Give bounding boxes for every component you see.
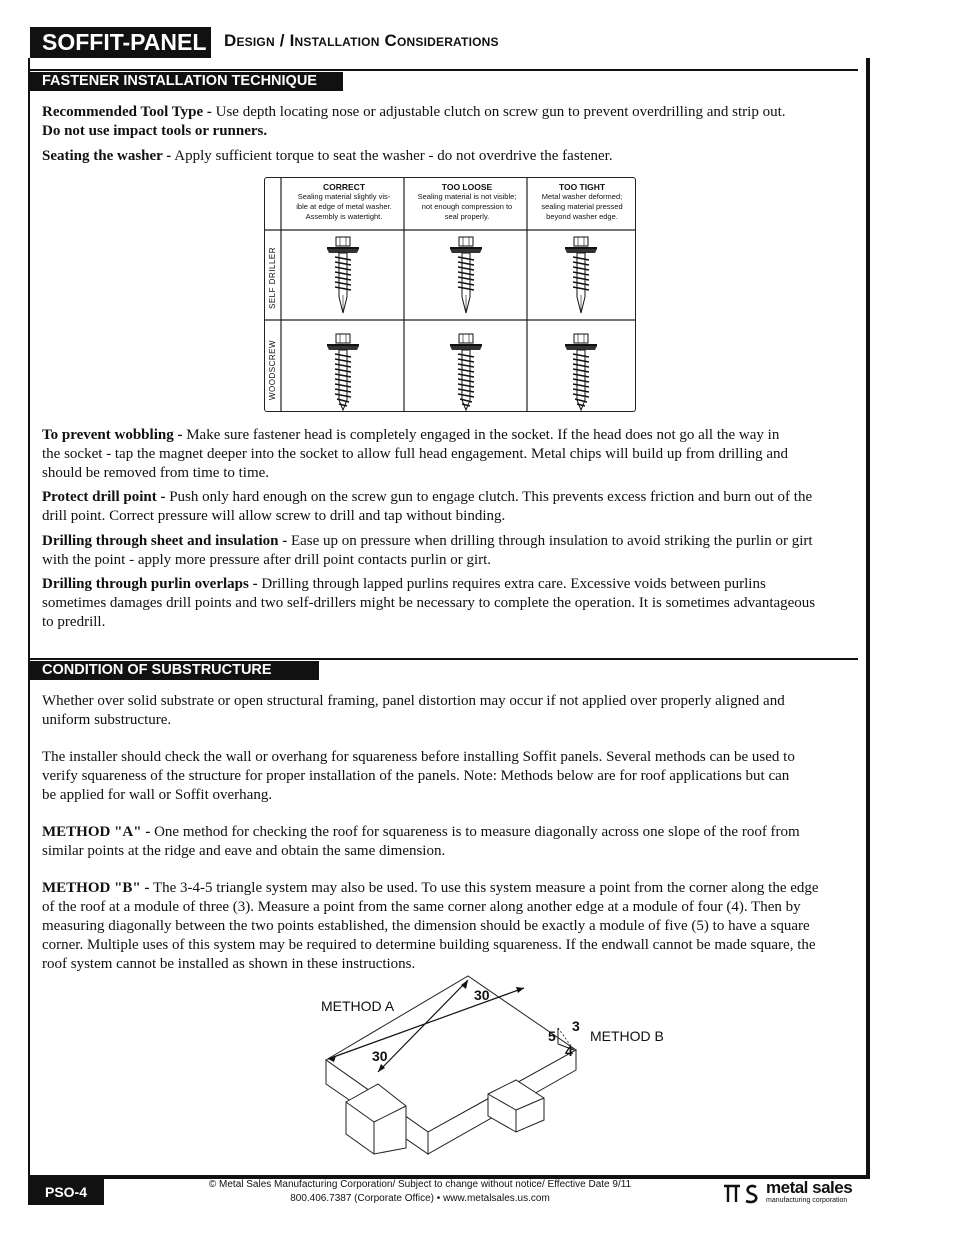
wobbling-paragraph: To prevent wobbling - Make sure fastener head is completely engaged in the socket. If the head does not go all the way in the socket - tap the magnet deeper into the socket to allow full head engagement. Metal chips will build up from drilling and should be removed from time to time.	[42, 427, 789, 481]
triangle-side-3: 3	[572, 1018, 580, 1034]
fastener-figure	[264, 177, 636, 412]
column-header-too-tight: TOO TIGHT Metal washer deformed; sealing material pressed beyond washer edge.	[541, 182, 623, 221]
column-header-correct: CORRECT Sealing material slightly vis- ible at edge of metal washer. Assembly is watertight.	[296, 182, 392, 221]
dimension-top: 30	[474, 987, 490, 1003]
substructure-paragraph-1: Whether over solid substrate or open structural framing, panel distortion may occur if not applied over properly aligned and uniform substructure.	[42, 693, 785, 728]
footer-contact: 800.406.7387 (Corporate Office) • www.metalsales.us.com	[290, 1193, 550, 1204]
section-heading-fastener: FASTENER INSTALLATION TECHNIQUE	[30, 72, 343, 91]
row-label-self-driller: SELF DRILLER	[268, 246, 277, 309]
frame-left-border	[28, 58, 30, 1178]
frame-right-border	[866, 58, 870, 1178]
method-a-paragraph: METHOD "A" - One method for checking the roof for squareness is to measure diagonally across one slope of the roof from similar points at the ridge and eave and obtain the same dimension.	[42, 824, 800, 859]
section-rule-substructure	[30, 658, 858, 660]
method-b-paragraph: METHOD "B" - The 3-4-5 triangle system may also be used. To use this system measure a point from the corner along the edge of the roof at a module of three (3). Measure a point from the same corner along another edge at a module of four (4). Then by measuring diagonally between the two points established, the dimension should be exactly a module of five (5) to have a square corner. Multiple uses of this system may be required to determine building squareness. If the endwall cannot be made square, the roof system cannot be installed as shown in these instructions.	[42, 880, 819, 972]
sheet-insulation-paragraph: Drilling through sheet and insulation - Ease up on pressure when drilling through insulation to avoid striking the purlin or girt with the point - apply more pressure after drill point contacts purlin or girt.	[42, 533, 813, 568]
page-number: PSO-4	[28, 1179, 104, 1205]
triangle-side-4: 4	[565, 1043, 573, 1059]
section-rule-fastener	[30, 69, 858, 71]
row-label-woodscrew: WOODSCREW	[268, 339, 277, 400]
column-header-too-loose: TOO LOOSE Sealing material is not visible; not enough compression to seal properly.	[417, 182, 517, 221]
triangle-side-5: 5	[548, 1028, 556, 1044]
washer-paragraph: Seating the washer - Apply sufficient torque to seat the washer - do not overdrive the fastener.	[42, 148, 613, 164]
method-b-label: METHOD B	[590, 1028, 664, 1044]
page-section-badge: SOFFIT-PANEL	[30, 27, 211, 58]
tool-type-paragraph: Recommended Tool Type - Use depth locating nose or adjustable clutch on screw gun to prevent overdrilling and strip out. Do not use impact tools or runners.	[42, 104, 786, 139]
substructure-paragraph-2: The installer should check the wall or overhang for squareness before installing Soffit panels. Several methods can be used to verify squareness of the structure for proper installation of the panels. Note: Methods below are for roof applications but can be applied for wall or Soffit overhang.	[42, 749, 795, 803]
method-a-label: METHOD A	[321, 998, 395, 1014]
drill-point-paragraph: Protect drill point - Push only hard enough on the screw gun to engage clutch. This prevents excess friction and burn out of the drill point. Correct pressure will allow screw to drill and tap without binding.	[42, 489, 813, 524]
dimension-bottom: 30	[372, 1048, 388, 1064]
ms-logo-mark-icon	[722, 1180, 764, 1204]
screw-drawings	[264, 177, 636, 412]
purlin-overlap-paragraph: Drilling through purlin overlaps - Drilling through lapped purlins requires extra care. Excessive voids between purlins sometimes damages drill points and two self-drillers might be necessary to complete the operation. It is sometimes advantageous to predrill.	[42, 576, 816, 630]
section-heading-substructure: CONDITION OF SUBSTRUCTURE	[30, 661, 319, 680]
page-title: Design / Installation Considerations	[224, 31, 499, 50]
footer-copyright: © Metal Sales Manufacturing Corporation/ Subject to change without notice/ Effective Date 9/11	[208, 1179, 632, 1190]
